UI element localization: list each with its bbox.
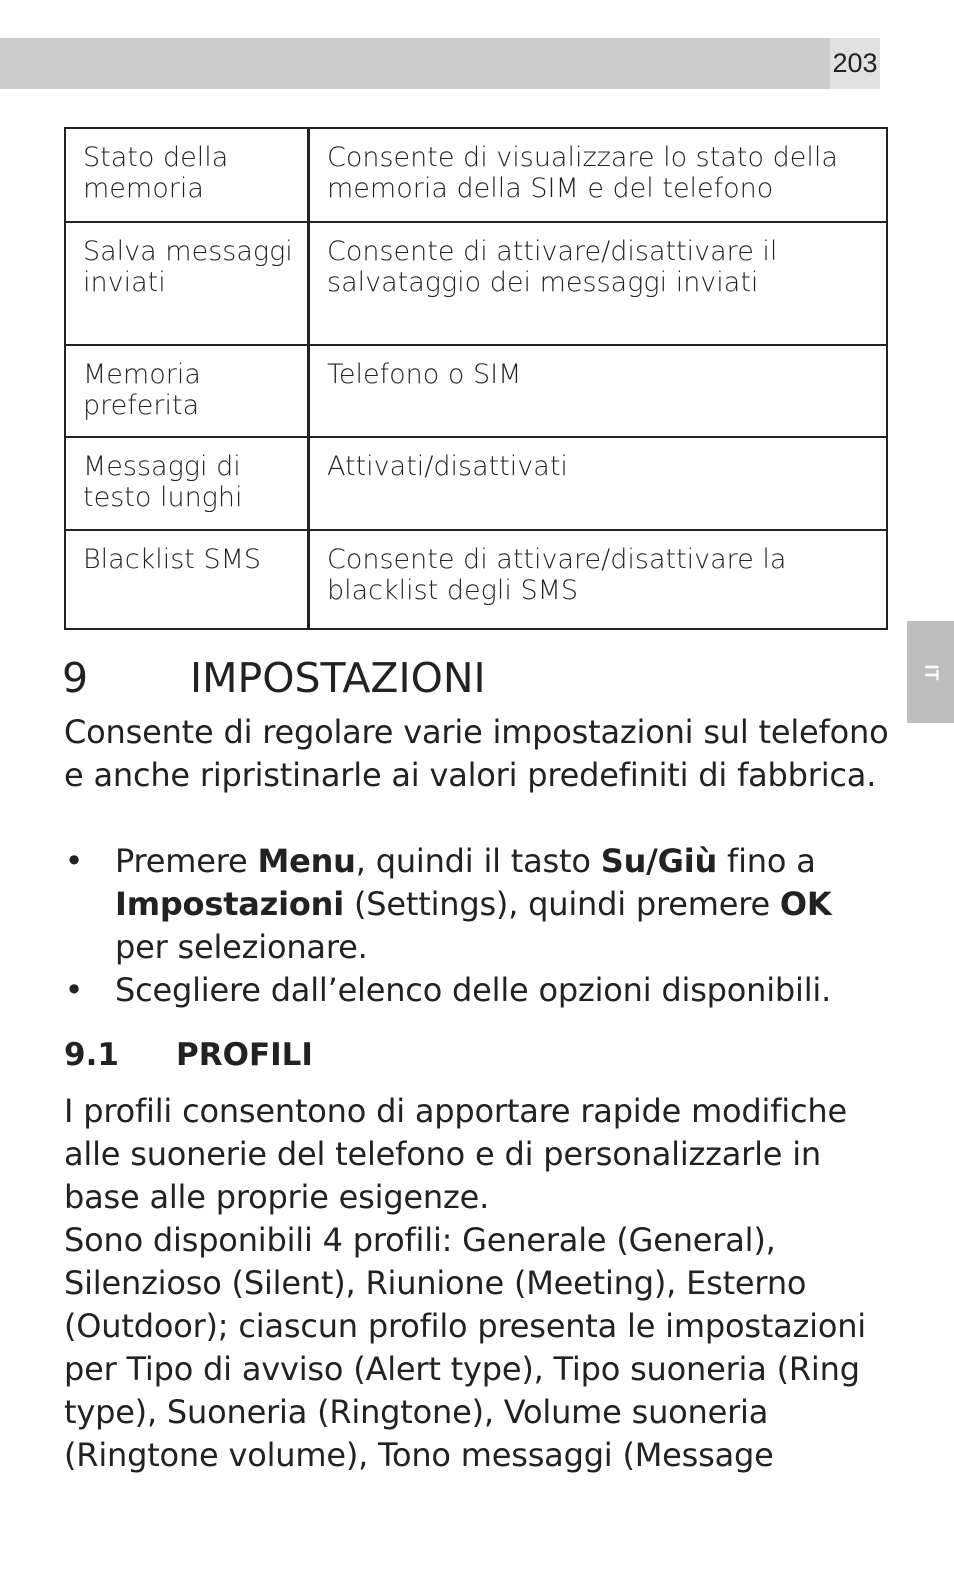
- option-name: Messaggi di testo lunghi: [65, 437, 309, 530]
- list-item: [64, 969, 894, 1012]
- menu-keyword: Menu: [257, 842, 356, 880]
- table-row: [65, 345, 887, 437]
- table-row: [65, 530, 887, 629]
- profiles-paragraph: I profili consentono di apportare rapide modifiche alle suonerie del telefono e di personalizzarle in base alle proprie esigenze.: [64, 1092, 847, 1216]
- table-row: [65, 128, 887, 222]
- ok-keyword: OK: [779, 885, 832, 923]
- list-item: [64, 840, 894, 969]
- header-bar: [0, 38, 830, 89]
- language-label: IT: [921, 664, 941, 680]
- section-intro: Consente di regolare varie impostazioni sul telefono e anche ripristinarle ai valori predefiniti di fabbrica.: [64, 713, 889, 794]
- subsection-title: PROFILI: [176, 1037, 313, 1073]
- section-number: 9: [62, 654, 89, 702]
- language-tab: [907, 621, 954, 723]
- updown-keyword: Su/Giù: [600, 842, 718, 880]
- section-title: IMPOSTAZIONI: [190, 654, 486, 702]
- bullet-marker: •: [64, 971, 84, 1009]
- option-description: Telefono o SIM: [309, 345, 888, 437]
- options-table: [64, 127, 888, 630]
- option-name: Salva messaggi inviati: [65, 222, 309, 345]
- profiles-list-paragraph: Sono disponibili 4 profili: Generale (General), Silenzioso (Silent), Riunione (Meeting), Esterno (Outdoor); ciascun profilo presenta le impostazioni per Tipo di avviso (Alert type), Tipo suoneria (Ring type), Suoneria (Ringtone), Volume suoneria (Ringtone volume), Tono messaggi (Message: [64, 1221, 866, 1474]
- subsection-heading: [64, 1034, 313, 1077]
- option-description: Consente di attivare/disattivare la blacklist degli SMS: [309, 530, 888, 629]
- option-name: Stato della memoria: [65, 128, 309, 222]
- option-description: Consente di attivare/disattivare il salvataggio dei messaggi inviati: [309, 222, 888, 345]
- option-description: Attivati/disattivati: [309, 437, 888, 530]
- instruction-list: [64, 840, 894, 1012]
- bullet-marker: •: [64, 842, 84, 880]
- subsection-number: 9.1: [64, 1037, 119, 1073]
- instruction-text: Scegliere dall’elenco delle opzioni disponibili.: [115, 971, 832, 1009]
- instruction-text: Premere Menu, quindi il tasto Su/Giù fino a Impostazioni (Settings), quindi premere OK per selezionare.: [115, 842, 832, 966]
- table-row: [65, 222, 887, 345]
- table-row: [65, 437, 887, 530]
- page-number: 203: [830, 38, 880, 89]
- option-name: Blacklist SMS: [65, 530, 309, 629]
- option-name: Memoria preferita: [65, 345, 309, 437]
- section-heading: [62, 650, 486, 706]
- option-description: Consente di visualizzare lo stato della memoria della SIM e del telefono: [309, 128, 888, 222]
- settings-keyword: Impostazioni: [115, 885, 345, 923]
